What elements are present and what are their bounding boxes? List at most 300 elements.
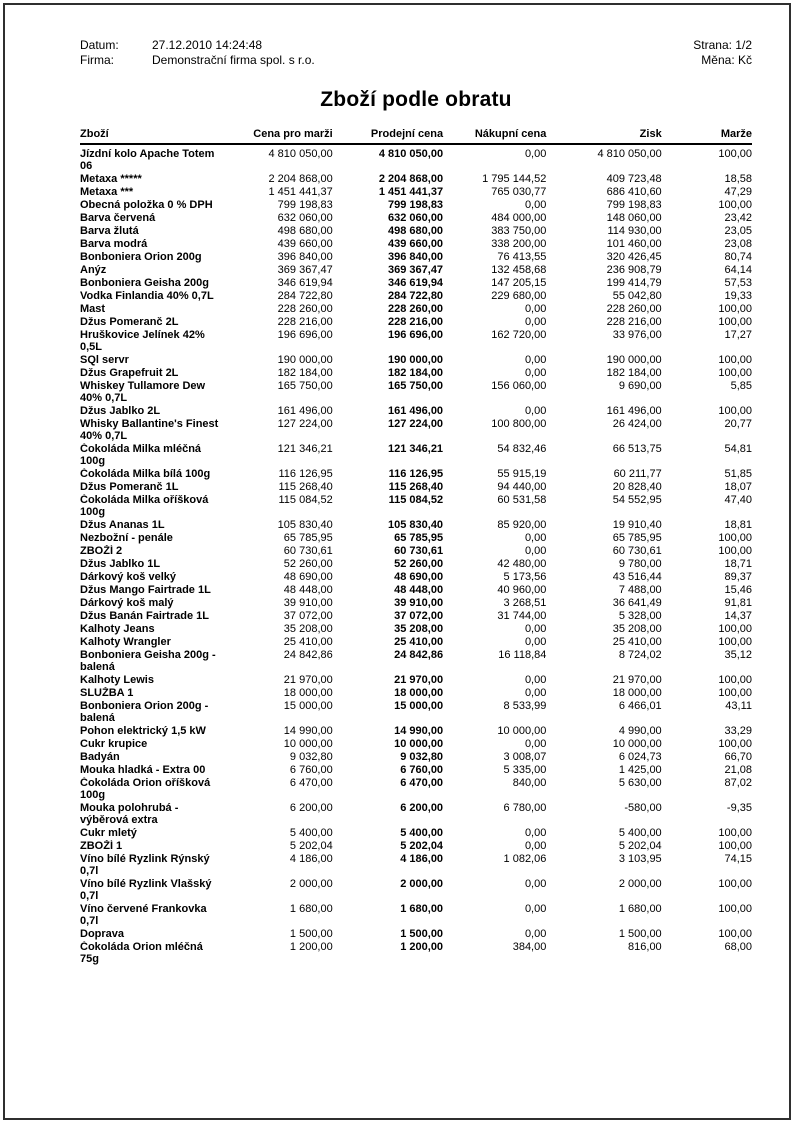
cell-sell-price: 284 722,80 — [388, 290, 444, 302]
cell-sell-price: 1 680,00 — [400, 903, 444, 915]
cell-margin-base: 369 367,47 — [277, 264, 333, 276]
cell-margin: 47,29 — [724, 186, 752, 198]
product-name: Vodka Finlandia 40% 0,7L — [80, 290, 214, 302]
table-row — [80, 354, 752, 367]
cell-margin: 43,11 — [725, 700, 752, 712]
table-row — [80, 443, 752, 468]
cell-margin: 100,00 — [718, 928, 752, 940]
table-row — [80, 674, 752, 687]
cell-margin-base: 6 200,00 — [289, 802, 333, 814]
cell-margin-base: 37 072,00 — [283, 610, 333, 622]
cell-sell-price: 369 367,47 — [388, 264, 444, 276]
cell-margin-base: 799 198,83 — [277, 199, 333, 211]
cell-margin-base: 9 032,80 — [289, 751, 333, 763]
table-row — [80, 584, 752, 597]
cell-purchase-price: 156 060,00 — [491, 380, 547, 392]
table-row — [80, 738, 752, 751]
cell-profit: 5 630,00 — [618, 777, 662, 789]
product-name: Džus Mango Fairtrade 1L — [80, 584, 211, 596]
cell-margin: 100,00 — [718, 405, 752, 417]
cell-profit: 9 690,00 — [618, 380, 662, 392]
cell-margin-base: 4 186,00 — [289, 853, 333, 865]
cell-purchase-price: 54 832,46 — [497, 443, 547, 455]
cell-sell-price: 10 000,00 — [394, 738, 444, 750]
cell-margin: 66,70 — [724, 751, 752, 763]
cell-margin: 18,81 — [724, 519, 752, 531]
product-name: Nezbožní - penále — [80, 532, 173, 544]
cell-margin-base: 6 760,00 — [289, 764, 333, 776]
product-name: Badyán — [80, 751, 120, 763]
page-number: Strana: 1/2 — [693, 38, 752, 52]
cell-margin: 21,08 — [724, 764, 752, 776]
cell-margin: 100,00 — [718, 367, 752, 379]
cell-sell-price: 165 750,00 — [388, 380, 444, 392]
product-name: Mouka hladká - Extra 00 — [80, 764, 206, 776]
cell-margin: 100,00 — [718, 316, 752, 328]
cell-margin-base: 48 448,00 — [283, 584, 333, 596]
cell-purchase-price: 383 750,00 — [491, 225, 547, 237]
cell-margin-base: 196 696,00 — [277, 329, 333, 341]
cell-sell-price: 228 216,00 — [388, 316, 444, 328]
cell-sell-price: 182 184,00 — [388, 367, 444, 379]
cell-margin: 20,77 — [724, 418, 752, 430]
cell-sell-price: 4 810 050,00 — [378, 148, 444, 160]
product-name: SLUŽBA 1 — [80, 687, 134, 699]
cell-margin-base: 115 084,52 — [278, 494, 333, 506]
cell-margin-base: 35 208,00 — [283, 623, 333, 635]
cell-profit: 26 424,00 — [612, 418, 662, 430]
product-name: Čokoláda Orion oříšková 100g — [80, 777, 211, 801]
cell-profit: 60 211,77 — [613, 468, 662, 480]
table-row — [80, 199, 752, 212]
cell-profit: 1 680,00 — [618, 903, 662, 915]
product-name: Džus Banán Fairtrade 1L — [80, 610, 209, 622]
product-name: Barva modrá — [80, 238, 148, 250]
column-header-purchase-price: Nákupní cena — [443, 128, 546, 144]
product-name: Čokoláda Orion mléčná 75g — [80, 941, 203, 965]
table-row — [80, 903, 752, 928]
cell-profit: -580,00 — [624, 802, 662, 814]
cell-sell-price: 15 000,00 — [394, 700, 444, 712]
cell-margin-base: 39 910,00 — [283, 597, 333, 609]
cell-margin: 35,12 — [724, 649, 752, 661]
table-row — [80, 303, 752, 316]
product-name: Kalhoty Jeans — [80, 623, 155, 635]
product-name: Víno bílé Ryzlink Rýnský 0,7l — [80, 853, 210, 877]
cell-margin-base: 24 842,86 — [283, 649, 333, 661]
cell-purchase-price: 0,00 — [524, 738, 547, 750]
cell-purchase-price: 5 335,00 — [503, 764, 547, 776]
report-title: Zboží podle obratu — [320, 88, 512, 111]
cell-sell-price: 14 990,00 — [394, 725, 444, 737]
cell-margin-base: 1 680,00 — [289, 903, 333, 915]
cell-profit: 10 000,00 — [612, 738, 662, 750]
table-row — [80, 853, 752, 878]
cell-purchase-price: 229 680,00 — [491, 290, 547, 302]
cell-margin: 23,08 — [724, 238, 752, 250]
cell-profit: 2 000,00 — [618, 878, 662, 890]
product-name: Čokoláda Milka bílá 100g — [80, 468, 211, 480]
cell-profit: 5 202,04 — [618, 840, 662, 852]
cell-purchase-price: 840,00 — [512, 777, 547, 789]
cell-sell-price: 5 202,04 — [400, 840, 444, 852]
table-row — [80, 212, 752, 225]
cell-purchase-price: 132 458,68 — [491, 264, 547, 276]
cell-sell-price: 24 842,86 — [394, 649, 444, 661]
cell-sell-price: 2 000,00 — [400, 878, 444, 890]
cell-margin-base: 14 990,00 — [283, 725, 333, 737]
cell-margin: 100,00 — [718, 199, 752, 211]
cell-margin: 100,00 — [718, 687, 752, 699]
report-meta-left — [80, 38, 315, 68]
cell-margin-base: 5 202,04 — [289, 840, 333, 852]
product-name: Barva žlutá — [80, 225, 139, 237]
cell-profit: 228 260,00 — [606, 303, 662, 315]
product-name: Bonboniera Geisha 200g - balená — [80, 649, 216, 673]
table-row — [80, 494, 752, 519]
column-header-margin: Marže — [662, 128, 752, 144]
cell-margin-base: 182 184,00 — [277, 367, 333, 379]
cell-profit: 228 216,00 — [606, 316, 662, 328]
cell-sell-price: 632 060,00 — [388, 212, 444, 224]
cell-margin-base: 228 216,00 — [277, 316, 333, 328]
cell-purchase-price: 1 082,06 — [503, 853, 547, 865]
cell-sell-price: 52 260,00 — [394, 558, 444, 570]
cell-sell-price: 25 410,00 — [394, 636, 444, 648]
report-content — [80, 38, 752, 966]
cell-sell-price: 161 496,00 — [388, 405, 444, 417]
cell-profit: 33 976,00 — [612, 329, 662, 341]
cell-profit: 182 184,00 — [606, 367, 662, 379]
company-value: Demonstrační firma spol. s r.o. — [152, 53, 315, 67]
cell-margin-base: 6 470,00 — [289, 777, 333, 789]
cell-purchase-price: 1 795 144,52 — [482, 173, 547, 185]
table-row — [80, 405, 752, 418]
product-name: Mast — [80, 303, 106, 315]
product-name: Víno červené Frankovka 0,7l — [80, 903, 207, 927]
cell-sell-price: 228 260,00 — [388, 303, 444, 315]
product-name: Čokoláda Milka mléčná 100g — [80, 443, 202, 467]
cell-margin: 18,58 — [724, 173, 752, 185]
cell-sell-price: 48 690,00 — [394, 571, 444, 583]
product-name: Metaxa ***** — [80, 173, 142, 185]
report-header — [80, 38, 752, 68]
cell-purchase-price: 765 030,77 — [491, 186, 547, 198]
cell-margin: 54,81 — [724, 443, 752, 455]
cell-profit: 799 198,83 — [606, 199, 662, 211]
cell-purchase-price: 55 915,19 — [497, 468, 547, 480]
cell-margin: 23,42 — [724, 212, 752, 224]
cell-sell-price: 60 730,61 — [394, 545, 444, 557]
cell-purchase-price: 147 205,15 — [491, 277, 547, 289]
table-row — [80, 519, 752, 532]
cell-margin-base: 2 204 868,00 — [268, 173, 333, 185]
cell-margin-base: 1 200,00 — [289, 941, 333, 953]
cell-margin-base: 498 680,00 — [277, 225, 333, 237]
table-row — [80, 802, 752, 827]
cell-profit: 5 400,00 — [618, 827, 662, 839]
cell-profit: 190 000,00 — [606, 354, 662, 366]
cell-sell-price: 1 451 441,37 — [378, 186, 444, 198]
cell-margin-base: 161 496,00 — [277, 405, 333, 417]
cell-purchase-price: 85 920,00 — [497, 519, 547, 531]
cell-margin: 100,00 — [718, 303, 752, 315]
cell-margin: 100,00 — [718, 354, 752, 366]
table-row — [80, 649, 752, 674]
cell-purchase-price: 5 173,56 — [503, 571, 547, 583]
cell-purchase-price: 0,00 — [524, 928, 547, 940]
cell-margin: 23,05 — [724, 225, 752, 237]
cell-profit: 55 042,80 — [612, 290, 662, 302]
table-row — [80, 687, 752, 700]
column-header-profit: Zisk — [546, 128, 661, 144]
cell-margin: 100,00 — [718, 545, 752, 557]
cell-purchase-price: 60 531,58 — [497, 494, 547, 506]
cell-purchase-price: 0,00 — [524, 354, 547, 366]
cell-sell-price: 799 198,83 — [388, 199, 444, 211]
cell-purchase-price: 0,00 — [524, 405, 547, 417]
product-name: Kalhoty Lewis — [80, 674, 154, 686]
table-row — [80, 329, 752, 354]
cell-margin-base: 121 346,21 — [277, 443, 333, 455]
cell-margin-base: 346 619,94 — [277, 277, 333, 289]
cell-profit: 36 641,49 — [612, 597, 662, 609]
table-row — [80, 316, 752, 329]
cell-profit: 114 930,00 — [607, 225, 662, 237]
cell-purchase-price: 384,00 — [512, 941, 547, 953]
product-name: Cukr krupice — [80, 738, 148, 750]
cell-margin: 87,02 — [724, 777, 752, 789]
cell-profit: 816,00 — [628, 941, 662, 953]
cell-sell-price: 439 660,00 — [388, 238, 444, 250]
product-name: Hruškovice Jelínek 42% 0,5L — [80, 329, 205, 353]
cell-margin: 5,85 — [730, 380, 752, 392]
cell-purchase-price: 0,00 — [524, 827, 547, 839]
cell-sell-price: 115 084,52 — [388, 494, 444, 506]
date-label: Datum: — [80, 38, 119, 52]
cell-purchase-price: 6 780,00 — [503, 802, 547, 814]
cell-margin-base: 115 268,40 — [278, 481, 333, 493]
cell-margin-base: 1 451 441,37 — [268, 186, 333, 198]
cell-margin: 68,00 — [724, 941, 752, 953]
cell-margin-base: 48 690,00 — [283, 571, 333, 583]
product-name: Džus Ananas 1L — [80, 519, 165, 531]
cell-sell-price: 65 785,95 — [394, 532, 444, 544]
product-name: Dárkový koš velký — [80, 571, 177, 583]
cell-margin-base: 439 660,00 — [277, 238, 333, 250]
product-name: Cukr mletý — [80, 827, 137, 839]
cell-sell-price: 105 830,40 — [388, 519, 444, 531]
table-row — [80, 597, 752, 610]
cell-margin: 57,53 — [724, 277, 752, 289]
cell-margin-base: 25 410,00 — [283, 636, 333, 648]
cell-profit: 21 970,00 — [612, 674, 662, 686]
cell-sell-price: 37 072,00 — [394, 610, 444, 622]
cell-sell-price: 1 200,00 — [400, 941, 444, 953]
cell-margin-base: 5 400,00 — [289, 827, 333, 839]
cell-profit: 4 990,00 — [618, 725, 662, 737]
cell-purchase-price: 0,00 — [524, 316, 547, 328]
cell-profit: 409 723,48 — [606, 173, 662, 185]
cell-profit: 65 785,95 — [612, 532, 662, 544]
cell-profit: 18 000,00 — [612, 687, 662, 699]
cell-profit: 1 425,00 — [618, 764, 662, 776]
product-name: Whisky Ballantine's Finest 40% 0,7L — [80, 418, 219, 442]
cell-margin-base: 396 840,00 — [277, 251, 333, 263]
cell-profit: 1 500,00 — [618, 928, 662, 940]
product-name: Metaxa *** — [80, 186, 134, 198]
table-row — [80, 290, 752, 303]
cell-sell-price: 2 204 868,00 — [378, 173, 444, 185]
product-name: Džus Pomeranč 2L — [80, 316, 179, 328]
product-name: Dárkový koš malý — [80, 597, 174, 609]
cell-purchase-price: 0,00 — [524, 303, 547, 315]
table-row — [80, 623, 752, 636]
cell-margin-base: 105 830,40 — [277, 519, 333, 531]
cell-sell-price: 1 500,00 — [400, 928, 444, 940]
cell-profit: 161 496,00 — [606, 405, 662, 417]
cell-sell-price: 18 000,00 — [394, 687, 444, 699]
cell-margin-base: 18 000,00 — [283, 687, 333, 699]
table-row — [80, 367, 752, 380]
product-name: Džus Jablko 2L — [80, 405, 161, 417]
cell-margin-base: 165 750,00 — [277, 380, 333, 392]
table-row — [80, 878, 752, 903]
cell-purchase-price: 31 744,00 — [497, 610, 547, 622]
table-row — [80, 380, 752, 405]
cell-profit: 5 328,00 — [618, 610, 662, 622]
table-row — [80, 225, 752, 238]
cell-margin: 100,00 — [718, 148, 752, 160]
cell-purchase-price: 0,00 — [524, 623, 547, 635]
table-row — [80, 277, 752, 290]
cell-profit: 35 208,00 — [612, 623, 662, 635]
cell-margin: 100,00 — [718, 827, 752, 839]
cell-margin: 100,00 — [718, 532, 752, 544]
product-name: Čokoláda Milka oříšková 100g — [80, 494, 209, 518]
cell-sell-price: 127 224,00 — [388, 418, 444, 430]
cell-margin: 100,00 — [718, 840, 752, 852]
table-row — [80, 636, 752, 649]
cell-purchase-price: 100 800,00 — [491, 418, 547, 430]
cell-profit: 6 466,01 — [618, 700, 662, 712]
table-row — [80, 144, 752, 173]
product-name: Jízdní kolo Apache Totem 06 — [80, 148, 215, 172]
cell-profit: 6 024,73 — [618, 751, 662, 763]
cell-margin-base: 228 260,00 — [277, 303, 333, 315]
cell-margin: 100,00 — [718, 674, 752, 686]
product-name: Bonboniera Orion 200g - balená — [80, 700, 209, 724]
cell-margin: 91,81 — [724, 597, 752, 609]
cell-purchase-price: 10 000,00 — [497, 725, 547, 737]
cell-profit: 686 410,60 — [606, 186, 662, 198]
cell-sell-price: 9 032,80 — [400, 751, 444, 763]
cell-margin-base: 632 060,00 — [277, 212, 333, 224]
cell-sell-price: 116 126,95 — [388, 468, 444, 480]
column-header-sell-price: Prodejní cena — [333, 128, 443, 144]
table-row — [80, 700, 752, 725]
cell-sell-price: 115 268,40 — [388, 481, 444, 493]
company-label: Firma: — [80, 53, 114, 67]
cell-purchase-price: 40 960,00 — [497, 584, 547, 596]
table-row — [80, 751, 752, 764]
cell-profit: 199 414,79 — [606, 277, 662, 289]
table-row — [80, 725, 752, 738]
cell-margin-base: 2 000,00 — [289, 878, 333, 890]
cell-profit: 4 810 050,00 — [597, 148, 662, 160]
cell-sell-price: 35 208,00 — [394, 623, 444, 635]
cell-sell-price: 346 619,94 — [388, 277, 444, 289]
cell-sell-price: 48 448,00 — [394, 584, 444, 596]
cell-profit: 60 730,61 — [612, 545, 662, 557]
cell-sell-price: 6 470,00 — [400, 777, 444, 789]
cell-margin-base: 116 126,95 — [278, 468, 333, 480]
product-name: Kalhoty Wrangler — [80, 636, 171, 648]
cell-margin: 18,71 — [724, 558, 752, 570]
column-header-margin-base: Cena pro marži — [228, 128, 332, 144]
table-row — [80, 251, 752, 264]
cell-purchase-price: 0,00 — [524, 840, 547, 852]
table-row — [80, 545, 752, 558]
cell-sell-price: 5 400,00 — [400, 827, 444, 839]
table-row — [80, 571, 752, 584]
product-name: ZBOŽÍ 1 — [80, 840, 123, 852]
cell-purchase-price: 0,00 — [524, 674, 547, 686]
cell-margin: 74,15 — [724, 853, 752, 865]
turnover-table — [80, 128, 752, 966]
cell-profit: 66 513,75 — [612, 443, 662, 455]
cell-sell-price: 39 910,00 — [394, 597, 444, 609]
cell-purchase-price: 8 533,99 — [503, 700, 547, 712]
cell-sell-price: 498 680,00 — [388, 225, 444, 237]
table-row — [80, 764, 752, 777]
cell-margin: 100,00 — [718, 623, 752, 635]
cell-profit: 43 516,44 — [612, 571, 662, 583]
cell-margin: 51,85 — [724, 468, 752, 480]
cell-sell-price: 21 970,00 — [394, 674, 444, 686]
product-name: Barva červená — [80, 212, 156, 224]
date-value: 27.12.2010 14:24:48 — [152, 38, 263, 52]
cell-profit: 8 724,02 — [618, 649, 662, 661]
cell-margin-base: 15 000,00 — [283, 700, 333, 712]
cell-purchase-price: 0,00 — [524, 199, 547, 211]
cell-margin: 33,29 — [724, 725, 752, 737]
table-body — [80, 144, 752, 966]
product-name: Džus Jablko 1L — [80, 558, 161, 570]
cell-purchase-price: 0,00 — [524, 367, 547, 379]
table-row — [80, 468, 752, 481]
cell-margin: 89,37 — [724, 571, 752, 583]
product-name: Doprava — [80, 928, 125, 940]
product-name: Bonboniera Geisha 200g — [80, 277, 209, 289]
cell-purchase-price: 16 118,84 — [498, 649, 547, 661]
product-name: Pohon elektrický 1,5 kW — [80, 725, 206, 737]
cell-purchase-price: 3 008,07 — [503, 751, 547, 763]
cell-margin-base: 190 000,00 — [277, 354, 333, 366]
cell-profit: 9 780,00 — [618, 558, 662, 570]
cell-sell-price: 121 346,21 — [388, 443, 444, 455]
product-name: ZBOŽÍ 2 — [80, 545, 123, 557]
cell-profit: 148 060,00 — [606, 212, 662, 224]
cell-profit: 25 410,00 — [612, 636, 662, 648]
cell-margin: 100,00 — [718, 878, 752, 890]
cell-margin: 14,37 — [724, 610, 752, 622]
cell-margin: 100,00 — [718, 636, 752, 648]
cell-margin-base: 284 722,80 — [277, 290, 333, 302]
product-name: Whiskey Tullamore Dew 40% 0,7L — [80, 380, 206, 404]
cell-profit: 54 552,95 — [612, 494, 662, 506]
cell-margin-base: 127 224,00 — [277, 418, 333, 430]
